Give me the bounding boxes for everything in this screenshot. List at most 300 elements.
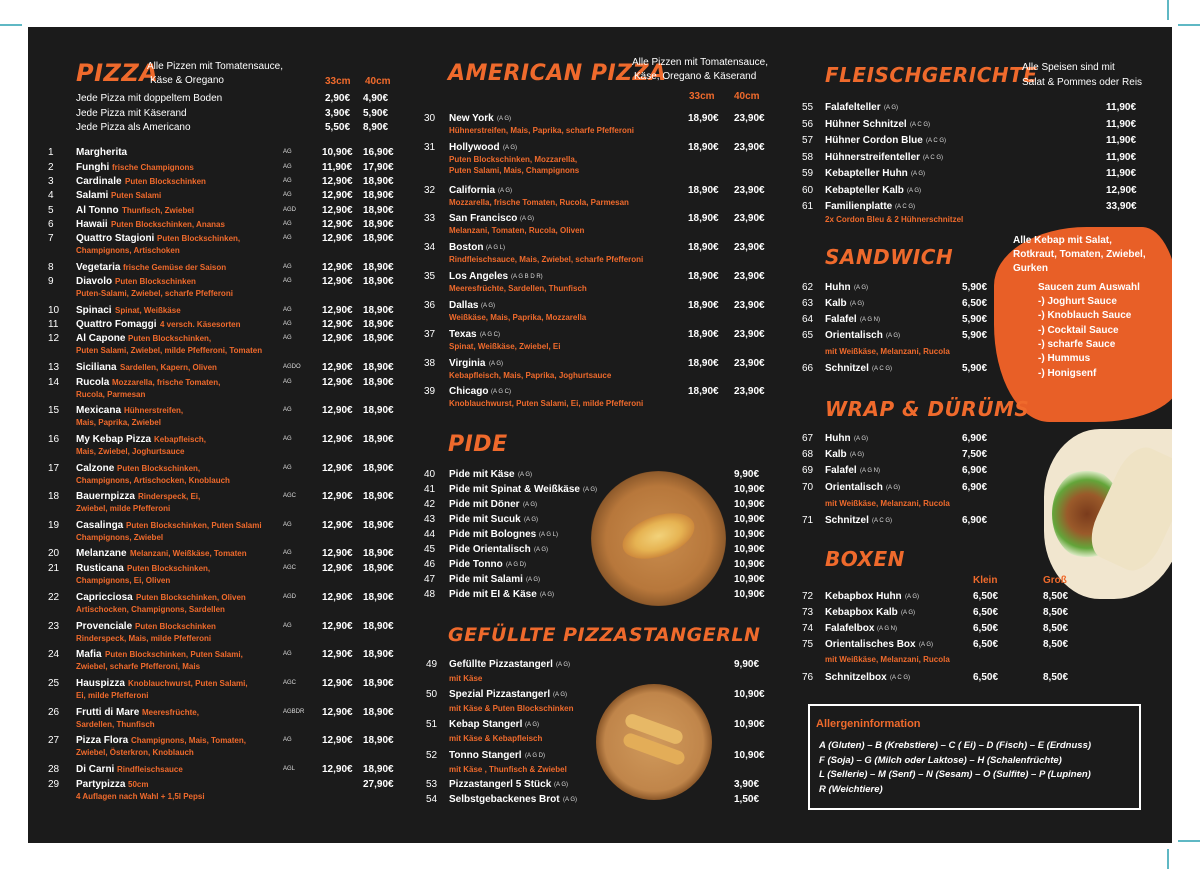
pizza-item-price-33: 12,90€ — [322, 333, 353, 344]
pizza-item-allergens: AG — [283, 550, 292, 556]
pizza-item-name: Melanzane — [76, 548, 127, 559]
pizza-item-number: 6 — [48, 219, 54, 230]
pizza-item-price-33: 12,90€ — [322, 548, 353, 559]
american-item-name: New York — [449, 113, 494, 124]
fleisch-item-allergens: (A G) — [907, 187, 922, 194]
pizza-item-price-33: 11,90€ — [322, 162, 353, 173]
boxen-item-allergens: (A G N) — [877, 626, 898, 632]
american-item-price-40: 23,90€ — [734, 185, 765, 196]
pizza-item-price-40: 18,90€ — [363, 678, 394, 689]
pizza-item-price-33: 12,90€ — [322, 305, 353, 316]
pizza-item-price-33: 12,90€ — [322, 592, 353, 603]
pide-item-allergens: (A G L) — [539, 532, 559, 538]
pide-item-number: 41 — [424, 484, 436, 495]
pide-item-number: 47 — [424, 574, 436, 585]
pizza-item-price-33: 12,90€ — [322, 362, 353, 373]
allergen-line: A (Gluten) – B (Krebstiere) – C ( Ei) – D (Fisch) – E (Erdnuss) — [819, 740, 1092, 751]
fleisch-item-number: 58 — [802, 151, 814, 163]
sauce-item: -) Hummus — [1038, 353, 1091, 365]
pizza-item-number: 20 — [48, 548, 60, 559]
pizza-item-number: 12 — [48, 333, 60, 344]
american-item-price-40: 23,90€ — [734, 329, 765, 340]
american-item-allergens: (A G) — [489, 361, 504, 367]
pizza-item-desc: Melanzani, Weißkäse, Tomaten — [130, 549, 247, 558]
pide-item-number: 48 — [424, 589, 436, 600]
pizza-item-number: 3 — [48, 176, 54, 187]
wrap-item-number: 69 — [802, 465, 814, 476]
pizza-item-desc: Puten Salami — [111, 191, 162, 200]
boxen-item-name: Schnitzelbox — [825, 672, 887, 683]
pizza-item-name: Pizza Flora — [76, 735, 129, 746]
pizza-item-price-33: 12,90€ — [322, 276, 353, 287]
sandwich-title: SANDWICH — [825, 245, 954, 269]
pizza-item-desc: Champignons, Mais, Tomaten, — [131, 736, 246, 745]
sandwich-item-price: 5,90€ — [962, 314, 988, 325]
pizza-item-desc-2: 4 Auflagen nach Wahl + 1,5l Pepsi — [76, 792, 205, 801]
pizza-item-number: 18 — [48, 491, 60, 502]
pizza-item-price-33: 12,90€ — [322, 405, 353, 416]
pizza-item-price-33: 12,90€ — [322, 563, 353, 574]
pizza-item-name: Quattro Stagioni — [76, 233, 155, 244]
crop-mark — [1178, 840, 1200, 842]
fleisch-item-price: 12,90€ — [1106, 184, 1137, 196]
pizza-item-allergens: AGD — [283, 594, 297, 600]
pizza-item-name: Salami — [76, 190, 109, 201]
boxen-item-name: Falafelbox — [825, 623, 875, 634]
pizza-item-desc-2: Champignons, Artischoken — [76, 246, 180, 255]
pizza-item-allergens: AGC — [283, 680, 297, 686]
pizza-item-number: 21 — [48, 563, 60, 574]
pizza-item-desc-2: Mais, Paprika, Zwiebel — [76, 418, 161, 427]
boxen-item-allergens: (A G) — [901, 610, 916, 616]
stangerl-item-name: Pizzastangerl 5 Stück — [449, 779, 552, 790]
pide-item-number: 45 — [424, 544, 436, 555]
stangerl-item-number: 51 — [426, 719, 438, 730]
stangerl-item-desc: mit Käse — [449, 674, 483, 683]
pizza-item-price-40: 16,90€ — [363, 147, 394, 158]
pide-item-price: 10,90€ — [734, 544, 765, 555]
sandwich-item-price: 5,90€ — [962, 330, 988, 341]
pizza-item-price-40: 18,90€ — [363, 333, 394, 344]
american-item-price-33: 18,90€ — [688, 142, 719, 153]
american-title: AMERICAN PIZZA — [448, 61, 667, 86]
pide-item-price: 10,90€ — [734, 484, 765, 495]
sandwich-item-number: 62 — [802, 282, 814, 293]
boxen-item-allergens: (A G) — [919, 642, 934, 648]
crop-mark — [1178, 24, 1200, 26]
pizza-item-price-33: 10,90€ — [322, 147, 353, 158]
sandwich-item-price: 5,90€ — [962, 282, 988, 293]
pizza-item-name: Bauernpizza — [76, 491, 135, 502]
stangerl-item-allergens: (A G) — [553, 692, 568, 698]
pizza-item-desc: Puten Blockschinken, Ananas — [111, 220, 225, 229]
pizza-item-allergens: AG — [283, 407, 292, 413]
pizza-item-number: 29 — [48, 779, 60, 790]
pizza-item-price-40: 18,90€ — [363, 219, 394, 230]
pide-item-price: 10,90€ — [734, 499, 765, 510]
pide-item-name: Pide mit Salami — [449, 574, 523, 585]
pizza-item-number: 4 — [48, 190, 54, 201]
pizza-note: Alle Pizzen mit Tomatensauce, — [147, 61, 283, 72]
wrap-item-allergens: (A G) — [854, 436, 869, 442]
pizza-item-number: 7 — [48, 233, 54, 244]
pizza-item-allergens: AGD — [283, 207, 297, 213]
pide-item-allergens: (A G) — [518, 472, 533, 478]
stangerl-item-allergens: (A G) — [525, 722, 540, 728]
fleisch-item-name: Hühner Cordon Blue — [825, 135, 923, 146]
pizza-item-number: 5 — [48, 205, 54, 216]
sandwich-item-allergens: (A G) — [854, 285, 869, 291]
sandwich-item-allergens: (A G N) — [860, 317, 881, 323]
pide-item-price: 10,90€ — [734, 514, 765, 525]
sauce-item: -) Cocktail Sauce — [1038, 324, 1119, 336]
pide-image — [591, 471, 726, 606]
pide-item-allergens: (A G) — [583, 487, 598, 493]
pide-item-allergens: (A G) — [526, 577, 541, 583]
pizza-item-desc-2: Ei, milde Pfefferoni — [76, 691, 149, 700]
boxen-title: BOXEN — [825, 547, 905, 571]
wrap-title: WRAP & DÜRÜMS — [825, 397, 1030, 421]
fleisch-item-allergens: (A C G) — [926, 138, 947, 144]
pizza-item-allergens: AG — [283, 192, 292, 198]
pizza-item-desc: 4 versch. Käsesorten — [160, 320, 241, 329]
sandwich-item-number: 64 — [802, 314, 814, 325]
pide-item-allergens: (A G) — [523, 502, 538, 508]
pide-item-allergens: (A G) — [540, 592, 555, 598]
american-item-desc: Weißkäse, Mais, Paprika, Mozzarella — [449, 313, 587, 322]
american-item-desc: Mozzarella, frische Tomaten, Rucola, Parmesan — [449, 198, 629, 207]
sandwich-orient-desc: mit Weißkäse, Melanzani, Rucola — [825, 347, 950, 356]
pide-item-price: 10,90€ — [734, 559, 765, 570]
pizza-size-1: 33cm — [325, 76, 351, 87]
american-item-name: Virginia — [449, 358, 486, 369]
crop-mark — [1167, 849, 1169, 869]
pizza-item-price-40: 18,90€ — [363, 319, 394, 330]
pizza-extra-price-33: 5,50€ — [325, 122, 351, 133]
boxen-item-number: 72 — [802, 591, 814, 602]
fleisch-item-price: 11,90€ — [1106, 118, 1137, 130]
pizza-item-allergens: AG — [283, 221, 292, 227]
american-note: Alle Pizzen mit Tomatensauce, — [632, 57, 768, 68]
pizza-item-desc-2: Sardellen, Thunfisch — [76, 720, 155, 729]
pizza-item-desc-2: Rucola, Parmesan — [76, 390, 146, 399]
pizza-item-desc: Kebapfleisch, — [154, 435, 207, 444]
boxen-orient-desc: mit Weißkäse, Melanzani, Rucola — [825, 655, 950, 664]
pizza-item-price-40: 18,90€ — [363, 592, 394, 603]
pizza-item-number: 13 — [48, 362, 60, 373]
pizza-item-name: Margherita — [76, 147, 128, 158]
pizza-item-price-40: 27,90€ — [363, 779, 394, 790]
pizza-item-price-40: 18,90€ — [363, 520, 394, 531]
pizza-extra-price-33: 3,90€ — [325, 107, 351, 119]
sauce-item: -) Joghurt Sauce — [1038, 296, 1117, 307]
sandwich-item-price: 5,90€ — [962, 363, 988, 374]
pizza-item-number: 1 — [48, 147, 54, 158]
pizza-item-name: Casalinga — [76, 520, 124, 531]
pizza-item-desc: Hühnerstreifen, — [124, 406, 184, 415]
stangerl-item-desc: mit Käse & Puten Blockschinken — [449, 704, 574, 713]
american-item-desc: Rindfleischsauce, Mais, Zwiebel, scharfe Pfefferoni — [449, 255, 644, 264]
sandwich-item-name: Orientalisch — [825, 330, 883, 341]
pizza-item-name: Quattro Fomaggi — [76, 319, 157, 330]
pizza-item-name: Frutti di Mare — [76, 707, 140, 718]
pizza-item-price-40: 18,90€ — [363, 305, 394, 316]
wrap-item-name: Falafel — [825, 465, 857, 476]
american-item-allergens: (A G L) — [486, 245, 506, 251]
sandwich-item-price: 6,50€ — [962, 298, 988, 309]
american-item-desc: Spinat, Weißkäse, Zwiebel, Ei — [449, 342, 561, 351]
pizza-item-price-40: 18,90€ — [363, 548, 394, 559]
boxen-item-number: 74 — [802, 623, 814, 634]
stangerl-item-price: 10,90€ — [734, 750, 765, 761]
menu-sheet — [28, 27, 1172, 843]
pizza-item-allergens: AG — [283, 436, 292, 442]
pizza-item-name: Rucola — [76, 377, 110, 388]
pizza-item-desc: Puten Blockschinken, — [127, 564, 211, 573]
american-item-allergens: (A G B D R) — [511, 274, 543, 280]
pizza-item-desc-2: Zwiebel, Österkron, Knoblauch — [76, 748, 194, 757]
pizza-extra-price-40: 5,90€ — [363, 107, 389, 119]
stangerl-item-name: Spezial Pizzastangerl — [449, 689, 551, 700]
pide-item-number: 40 — [424, 469, 436, 480]
pizza-item-price-33: 12,90€ — [322, 463, 353, 474]
sauce-item: -) Knoblauch Sauce — [1038, 310, 1132, 322]
stangerl-item-allergens: (A G) — [556, 662, 571, 668]
pizza-title: PIZZA — [76, 59, 159, 87]
wrap-image — [1044, 429, 1172, 599]
american-item-price-40: 23,90€ — [734, 242, 765, 253]
american-item-number: 34 — [424, 242, 436, 253]
american-item-name: Chicago — [449, 386, 489, 397]
american-item-name: California — [449, 185, 496, 196]
pizza-extra-name: Jede Pizza mit Käserand — [76, 107, 187, 119]
sandwich-item-number: 66 — [802, 363, 814, 374]
wrap-item-number: 70 — [802, 482, 814, 493]
american-item-price-40: 23,90€ — [734, 213, 765, 224]
pizza-item-price-40: 17,90€ — [363, 162, 394, 173]
american-item-name: Boston — [449, 242, 484, 253]
pizza-item-name: Al Capone — [76, 333, 126, 344]
fleisch-item-allergens: (A C G) — [910, 121, 931, 128]
pizza-item-price-33: 12,90€ — [322, 205, 353, 216]
wrap-item-number: 71 — [802, 515, 814, 526]
pide-item-number: 42 — [424, 499, 436, 510]
wrap-item-number: 67 — [802, 433, 814, 444]
american-item-price-33: 18,90€ — [688, 358, 719, 369]
pide-item-name: Pide mit EI & Käse — [449, 589, 537, 600]
pizza-item-desc-2: Mais, Zwiebel, Joghurtsauce — [76, 447, 185, 456]
american-item-price-40: 23,90€ — [734, 386, 765, 397]
stangerl-item-price: 1,50€ — [734, 794, 760, 805]
pizza-item-number: 10 — [48, 305, 60, 316]
wrap-item-price: 6,90€ — [962, 515, 988, 526]
stangerl-item-price: 10,90€ — [734, 719, 765, 730]
pizza-item-allergens: AGC — [283, 493, 297, 499]
boxen-item-price-klein: 6,50€ — [973, 639, 999, 650]
pizza-item-price-40: 18,90€ — [363, 205, 394, 216]
pizza-item-desc: Rindfleischsauce — [117, 765, 183, 774]
boxen-item-price-klein: 6,50€ — [973, 623, 999, 634]
fleisch-item-price: 33,90€ — [1106, 201, 1137, 212]
sandwich-item-name: Huhn — [825, 282, 851, 293]
fleisch-item-number: 55 — [802, 102, 814, 113]
pizza-item-name: Calzone — [76, 463, 115, 474]
american-item-number: 33 — [424, 213, 436, 224]
sandwich-item-name: Falafel — [825, 314, 857, 325]
pizza-item-desc: Puten Blockschinken, — [157, 234, 241, 243]
pizza-item-price-33: 12,90€ — [322, 649, 353, 660]
american-item-allergens: (A G) — [481, 303, 496, 309]
american-size-1: 33cm — [689, 91, 715, 102]
pizza-item-allergens: AGC — [283, 565, 297, 571]
pizza-item-allergens: AG — [283, 307, 292, 313]
pizza-item-price-33: 12,90€ — [322, 434, 353, 445]
pizza-item-price-40: 18,90€ — [363, 190, 394, 201]
sandwich-item-number: 65 — [802, 330, 814, 341]
american-item-number: 38 — [424, 358, 436, 369]
sandwich-item-name: Kalb — [825, 298, 847, 309]
stangerl-item-price: 10,90€ — [734, 689, 765, 700]
pide-item-price: 10,90€ — [734, 574, 765, 585]
pide-item-allergens: (A G D) — [506, 562, 527, 568]
pizza-item-price-33: 12,90€ — [322, 319, 353, 330]
pizza-item-desc-2: Zwiebel, scharfe Pfefferoni, Mais — [76, 662, 201, 671]
pizza-item-number: 26 — [48, 707, 60, 718]
pide-item-number: 43 — [424, 514, 436, 525]
pizza-item-price-33: 12,90€ — [322, 190, 353, 201]
american-item-desc: Meeresfrüchte, Sardellen, Thunfisch — [449, 284, 587, 293]
stangerl-item-allergens: (A G) — [563, 797, 578, 803]
american-item-name: San Francisco — [449, 213, 518, 224]
american-item-number: 31 — [424, 142, 436, 153]
sauce-item: -) Honigsenf — [1038, 367, 1097, 379]
boxen-item-name: Kebapbox Huhn — [825, 591, 902, 602]
pizza-size-2: 40cm — [365, 76, 391, 87]
pizza-item-desc: Mozzarella, frische Tomaten, — [112, 378, 221, 387]
pizza-item-number: 9 — [48, 276, 54, 287]
pizza-item-price-40: 18,90€ — [363, 463, 394, 474]
pizza-item-number: 17 — [48, 463, 60, 474]
pizza-item-desc-2: Puten Salami, Zwiebel, milde Pfefferoni, Tomaten — [76, 346, 263, 355]
pizza-extra-price-40: 8,90€ — [363, 122, 389, 133]
pizza-item-price-40: 18,90€ — [363, 276, 394, 287]
pizza-item-desc: Puten Blockschinken — [115, 277, 196, 286]
american-item-desc: Puten Blockschinken, Mozzarella, — [449, 155, 578, 164]
stangerl-item-number: 54 — [426, 794, 438, 805]
pizza-item-allergens: AGDO — [283, 364, 301, 370]
boxen-item-price-gross: 8,50€ — [1043, 639, 1069, 650]
american-item-price-33: 18,90€ — [688, 185, 719, 196]
stangerl-item-desc: mit Käse & Kebapfleisch — [449, 734, 543, 743]
sandwich-item-allergens: (A C G) — [872, 366, 893, 372]
american-item-price-40: 23,90€ — [734, 358, 765, 369]
pizza-item-desc-2: Artischocken, Champignons, Sardellen — [76, 605, 225, 614]
pizza-note-2: Käse & Oregano — [150, 75, 224, 86]
pizza-item-price-33: 12,90€ — [322, 764, 353, 775]
pizza-item-name: Hauspizza — [76, 678, 125, 689]
pizza-item-allergens: AG — [283, 737, 292, 743]
american-item-desc: Knoblauchwurst, Puten Salami, Ei, milde Pfefferoni — [449, 399, 644, 408]
allergen-line: L (Sellerie) – M (Senf) – N (Sesam) – O (Sulfite) – P (Lupinen) — [819, 769, 1091, 780]
american-item-price-33: 18,90€ — [688, 329, 719, 340]
stangerl-item-number: 50 — [426, 689, 438, 700]
fleisch-item-name: Hühnerstreifenteller — [825, 151, 921, 163]
fleisch-item-name: Familienplatte — [825, 201, 893, 212]
pizza-item-desc-2: Champignons, Zwiebel — [76, 533, 164, 542]
pizza-item-desc: Puten Blockschinken, Oliven — [136, 593, 246, 602]
wrap-item-price: 6,90€ — [962, 433, 988, 444]
american-item-price-33: 18,90€ — [688, 386, 719, 397]
pizza-item-desc-2: Champignons, Ei, Oliven — [76, 576, 171, 585]
american-item-desc: Hühnerstreifen, Mais, Paprika, scharfe Pfefferoni — [449, 126, 634, 135]
sandwich-item-allergens: (A G) — [850, 301, 865, 307]
american-item-price-40: 23,90€ — [734, 271, 765, 282]
wrap-item-price: 7,50€ — [962, 449, 988, 460]
pizza-item-desc: Puten Blockschinken, Puten Salami, — [105, 650, 243, 659]
pizza-item-number: 22 — [48, 592, 60, 603]
boxen-item-name: Orientalisches Box — [825, 639, 916, 650]
pizza-item-price-40: 18,90€ — [363, 649, 394, 660]
pizza-item-price-40: 18,90€ — [363, 262, 394, 273]
pizza-item-allergens: AG — [283, 651, 292, 657]
pizza-item-allergens: AGL — [283, 766, 296, 772]
wrap-item-allergens: (A G N) — [860, 468, 881, 474]
sandwich-item-number: 63 — [802, 298, 814, 309]
pizza-item-number: 14 — [48, 377, 60, 388]
pizza-item-allergens: AG — [283, 335, 292, 341]
american-item-price-33: 18,90€ — [688, 271, 719, 282]
pizza-item-allergens: AGBDR — [283, 709, 305, 715]
pizza-item-number: 27 — [48, 735, 60, 746]
fleisch-item-name: Hühner Schnitzel — [825, 118, 907, 130]
pizza-item-price-40: 18,90€ — [363, 405, 394, 416]
pizza-item-desc-2: Zwiebel, milde Pfefferoni — [76, 504, 171, 513]
stangerl-item-number: 52 — [426, 750, 438, 761]
pizza-item-number: 11 — [48, 319, 59, 330]
american-note-2: Käse, Oregano & Käserand — [634, 71, 757, 82]
pizza-item-price-33: 12,90€ — [322, 262, 353, 273]
crop-mark — [1167, 0, 1169, 20]
american-item-allergens: (A G C) — [491, 389, 512, 395]
pizza-item-name: Diavolo — [76, 276, 113, 287]
fleisch-item-price: 11,90€ — [1106, 151, 1137, 163]
pizza-item-desc: 50cm — [128, 780, 149, 789]
boxen-item-price-gross: 8,50€ — [1043, 591, 1069, 602]
fleisch-item-name: Kebapteller Huhn — [825, 168, 908, 179]
allergen-line: F (Soja) – G (Milch oder Laktose) – H (Schalenfrüchte) — [819, 754, 1062, 766]
pizza-item-allergens: AG — [283, 164, 292, 170]
american-item-desc: Melanzani, Tomaten, Rucola, Oliven — [449, 226, 585, 235]
sauce-item: -) scharfe Sauce — [1038, 338, 1116, 350]
boxen-item-price-klein: 6,50€ — [973, 672, 999, 683]
pizza-item-name: Hawaii — [76, 219, 108, 230]
pizza-item-desc: Thunfisch, Zwiebel — [122, 206, 195, 215]
american-item-name: Texas — [449, 329, 477, 340]
stangerl-item-name: Tonno Stangerl — [449, 750, 522, 761]
pide-item-number: 44 — [424, 529, 436, 540]
pizza-item-price-33: 12,90€ — [322, 491, 353, 502]
stangerl-item-name: Selbstgebackenes Brot — [449, 794, 560, 805]
pizza-extra-name: Jede Pizza mit doppeltem Boden — [76, 93, 223, 104]
wrap-item-price: 6,90€ — [962, 482, 988, 493]
pizza-item-allergens: AG — [283, 321, 292, 327]
wrap-item-name: Kalb — [825, 449, 847, 460]
fleisch-item-number: 59 — [802, 168, 814, 179]
pizza-item-price-33: 12,90€ — [322, 621, 353, 632]
pide-item-name: Pide mit Bolognes — [449, 529, 537, 540]
pide-item-price: 10,90€ — [734, 589, 765, 600]
stangerl-item-name: Gefüllte Pizzastangerl — [449, 659, 553, 670]
